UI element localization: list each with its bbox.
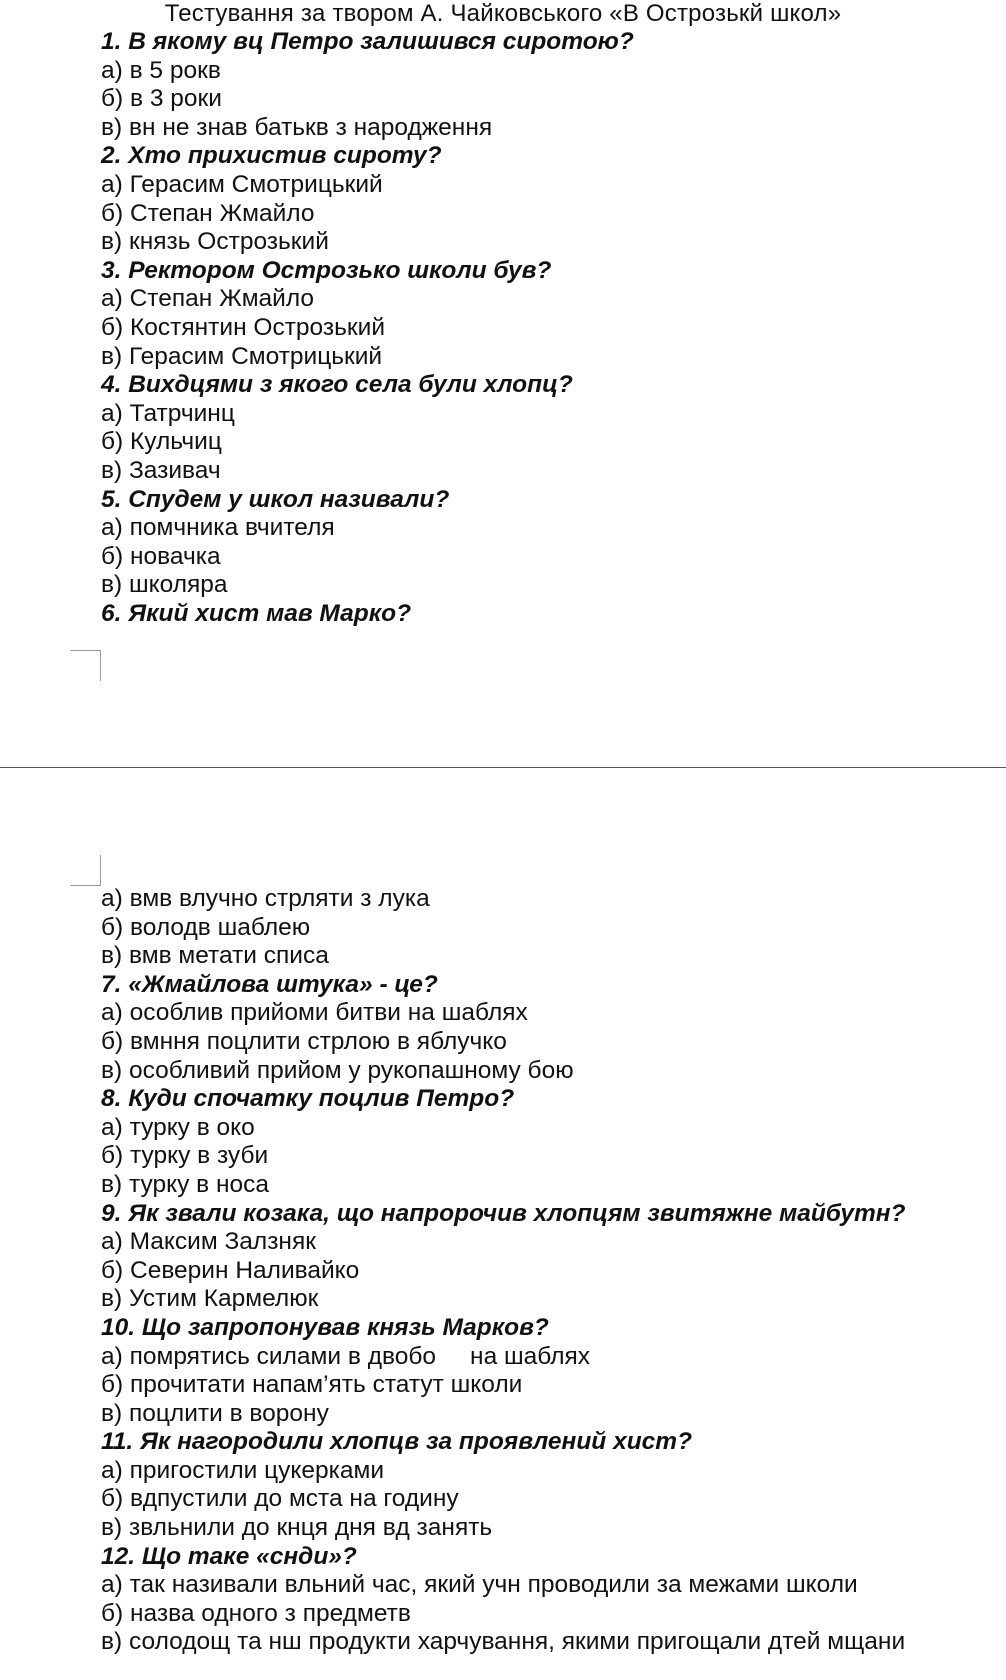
answer-option: а) Степан Жмайло: [101, 285, 315, 313]
question-text: 7. «Жмайлова штука» - це?: [101, 970, 438, 998]
answer-option: а) помрятись силами в двобо на шаблях: [101, 1342, 591, 1370]
answer-option: б) Степан Жмайло: [101, 199, 315, 227]
answer-option: а) Татрчинц: [101, 399, 235, 427]
answer-option: б) турку в зуби: [101, 1142, 269, 1170]
answer-option: а) вмв влучно стрляти з лука: [101, 885, 430, 912]
answer-option: в) солодощ та нш продукти харчування, якими пригощали дтей мщани: [101, 1628, 906, 1656]
question-text: 11. Як нагородили хлопцв за проявлений хист?: [101, 1428, 693, 1456]
answer-option: б) назва одного з предметв: [101, 1599, 411, 1627]
answer-option: в) особливий прийом у рукопашному бою: [101, 1056, 574, 1084]
answer-option: в) звльнили до кнця дня вд занять: [101, 1514, 493, 1542]
answer-option: б) прочитати напам’ять статут школи: [101, 1371, 523, 1399]
answer-option: а) Максим Залзняк: [101, 1228, 316, 1256]
answer-option: б) Костянтин Острозький: [101, 313, 385, 341]
quiz-page-1: [101, 28, 991, 628]
answer-option: а) особлив прийоми битви на шаблях: [101, 999, 528, 1027]
question-text: 9. Як звали козака, що напророчив хлопцям звитяжне майбутн?: [101, 1199, 906, 1227]
question-text: 1. В якому вц Петро залишився сиротою?: [101, 28, 634, 55]
answer-option: б) володв шаблею: [101, 913, 311, 941]
answer-option: в) Зазивач: [101, 456, 221, 484]
answer-option: а) так називали вльний час, який учн проводили за межами школи: [101, 1571, 858, 1599]
question-text: 4. Вихдцями з якого села були хлопц?: [101, 371, 573, 399]
answer-option: в) вмв метати списа: [101, 942, 329, 970]
answer-option: в) Герасим Смотрицький: [101, 342, 383, 370]
answer-option: б) в 3 роки: [101, 85, 222, 113]
answer-option: в) школяра: [101, 571, 228, 599]
answer-option: в) Устим Кармелюк: [101, 1285, 319, 1313]
question-text: 6. Який хист мав Марко?: [101, 599, 412, 627]
page-corner-mark: [70, 855, 101, 886]
answer-option: в) турку в носа: [101, 1170, 269, 1198]
page-break-divider: [0, 767, 1006, 768]
answer-option: в) князь Острозький: [101, 228, 329, 256]
answer-option: б) вмння поцлити стрлою в яблучко: [101, 1027, 507, 1055]
question-text: 2. Хто прихистив сироту?: [101, 142, 442, 170]
answer-option: б) вдпустили до мста на годину: [101, 1485, 459, 1513]
answer-option: б) новачка: [101, 542, 221, 570]
question-text: 10. Що запропонував князь Марков?: [101, 1313, 549, 1341]
page-corner-mark: [70, 650, 101, 681]
question-text: 8. Куди спочатку поцлив Петро?: [101, 1085, 515, 1113]
answer-option: а) пригостили цукерками: [101, 1456, 385, 1484]
question-text: 5. Спудем у школ називали?: [101, 485, 450, 513]
answer-option: б) Кульчиц: [101, 428, 222, 456]
answer-option: а) в 5 рокв: [101, 56, 221, 84]
answer-option: в) поцлити в ворону: [101, 1399, 329, 1427]
answer-option: а) помчника вчителя: [101, 514, 335, 542]
answer-option: а) Герасим Смотрицький: [101, 170, 383, 198]
answer-option: б) Северин Наливайко: [101, 1256, 360, 1284]
quiz-page-2: [101, 885, 991, 1657]
document-title: Тестування за твором А. Чайковського «В Острозькй школ»: [164, 0, 842, 27]
question-text: 12. Що таке «снди»?: [101, 1542, 357, 1570]
question-text: 3. Ректором Острозько школи був?: [101, 256, 552, 284]
answer-option: в) вн не знав батькв з народження: [101, 113, 493, 141]
answer-option: а) турку в око: [101, 1113, 255, 1141]
